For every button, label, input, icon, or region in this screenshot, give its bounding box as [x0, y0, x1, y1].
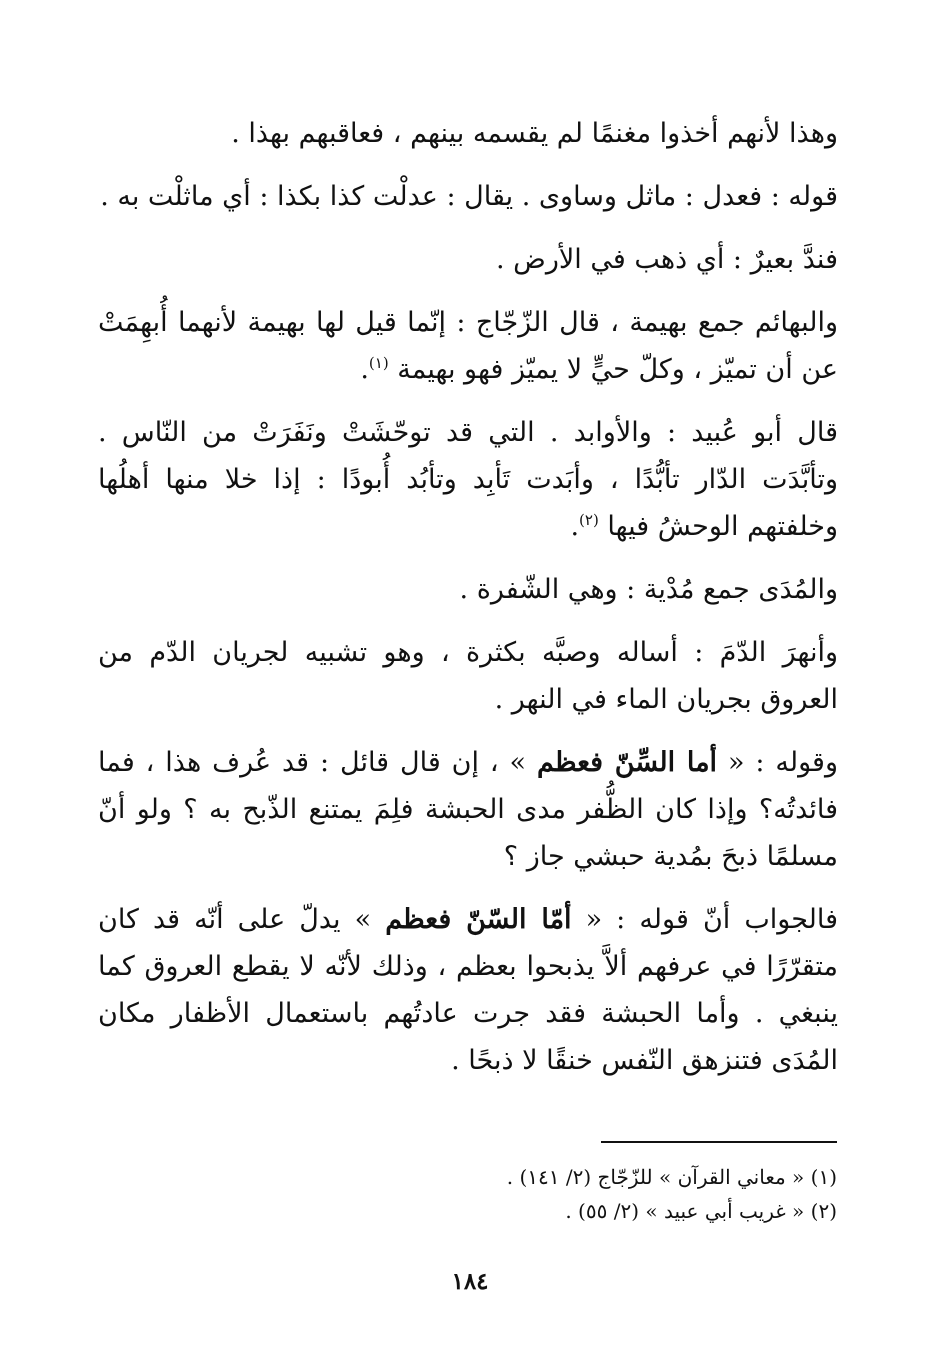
- paragraph-1: وهذا لأنهم أخذوا مغنمًا لم يقسمه بينهم ، فعاقبهم بهذا .: [231, 118, 838, 149]
- footnote-1: (١) « معاني القرآن » للزّجّاج (٢/ ١٤١) .: [506, 1165, 837, 1189]
- page-number: ١٨٤: [451, 1268, 489, 1295]
- footnote-ref-2[interactable]: (٢): [579, 511, 599, 529]
- main-text: [98, 110, 838, 1100]
- paragraph-5: قال أبو عُبيد : والأوابد . التي قد توحّشَتْ ونَفَرَتْ من النّاس . وتأبَّدَت الدّار تأبُّدًا ، وأبَدت تَأبِد وتأبُد أُبودًا : إذا خلا منها أهلُها وخلفتهم الوحشُ فيها $^{(٢)}$.: [98, 417, 838, 542]
- paragraph-4: والبهائم جمع بهيمة ، قال الزّجّاج : إنّما قيل لها بهيمة لأنهما أُبهِمَتْ عن أن تميّز ، وكلّ حيٍّ لا يميّز فهو بهيمة $^{(١)}$.: [98, 307, 838, 385]
- footnote-divider: [601, 1141, 837, 1143]
- footnote-ref-1[interactable]: (١): [368, 354, 389, 372]
- paragraph-2: قوله : فعدل : ماثل وساوى . يقال : عدلْت كذا بكذا : أي ماثلْت به .: [100, 181, 838, 212]
- footnote-2: (٢) « غريب أبي عبيد » (٢/ ٥٥) .: [565, 1199, 837, 1223]
- paragraph-6: والمُدَى جمع مُدْية : وهي الشّفرة .: [459, 574, 838, 605]
- paragraph-9: فالجواب أنّ قوله : « أمّا السّنّ فعظم » يدلّ على أنّه قد كان متقرّرًا في عرفهم ألاَّ يذبحوا بعظم ، وذلك لأنّه لا يقطع العروق كما ينبغي . وأما الحبشة فقد جرت عادتُهم باستعمال الأظفار مكان المُدَى فتنزهق النّفس خنقًا لا ذبحًا .: [98, 904, 838, 1076]
- paragraph-8: وقوله : « أما السِّنّ فعظم » ، إن قال قائل : قد عُرف هذا ، فما فائدتُه؟ وإذا كان الظُّفر مدى الحبشة فلِمَ يمتنع الذّبح به ؟ ولو أنّ مسلمًا ذبحَ بمُدية حبشي جاز ؟: [98, 747, 838, 872]
- hadith-quote-1: أما السِّنّ فعظم: [536, 747, 718, 778]
- paragraph-7: وأنهرَ الدّمَ : أساله وصبَّه بكثرة ، وهو تشبيه لجريان الدّم من العروق بجريان الماء في النهر .: [98, 637, 838, 715]
- paragraph-3: فندَّ بعيرٌ : أي ذهب في الأرض .: [496, 244, 838, 275]
- hadith-quote-2: أمّا السّنّ فعظم: [385, 904, 572, 935]
- footnotes: [380, 1160, 837, 1228]
